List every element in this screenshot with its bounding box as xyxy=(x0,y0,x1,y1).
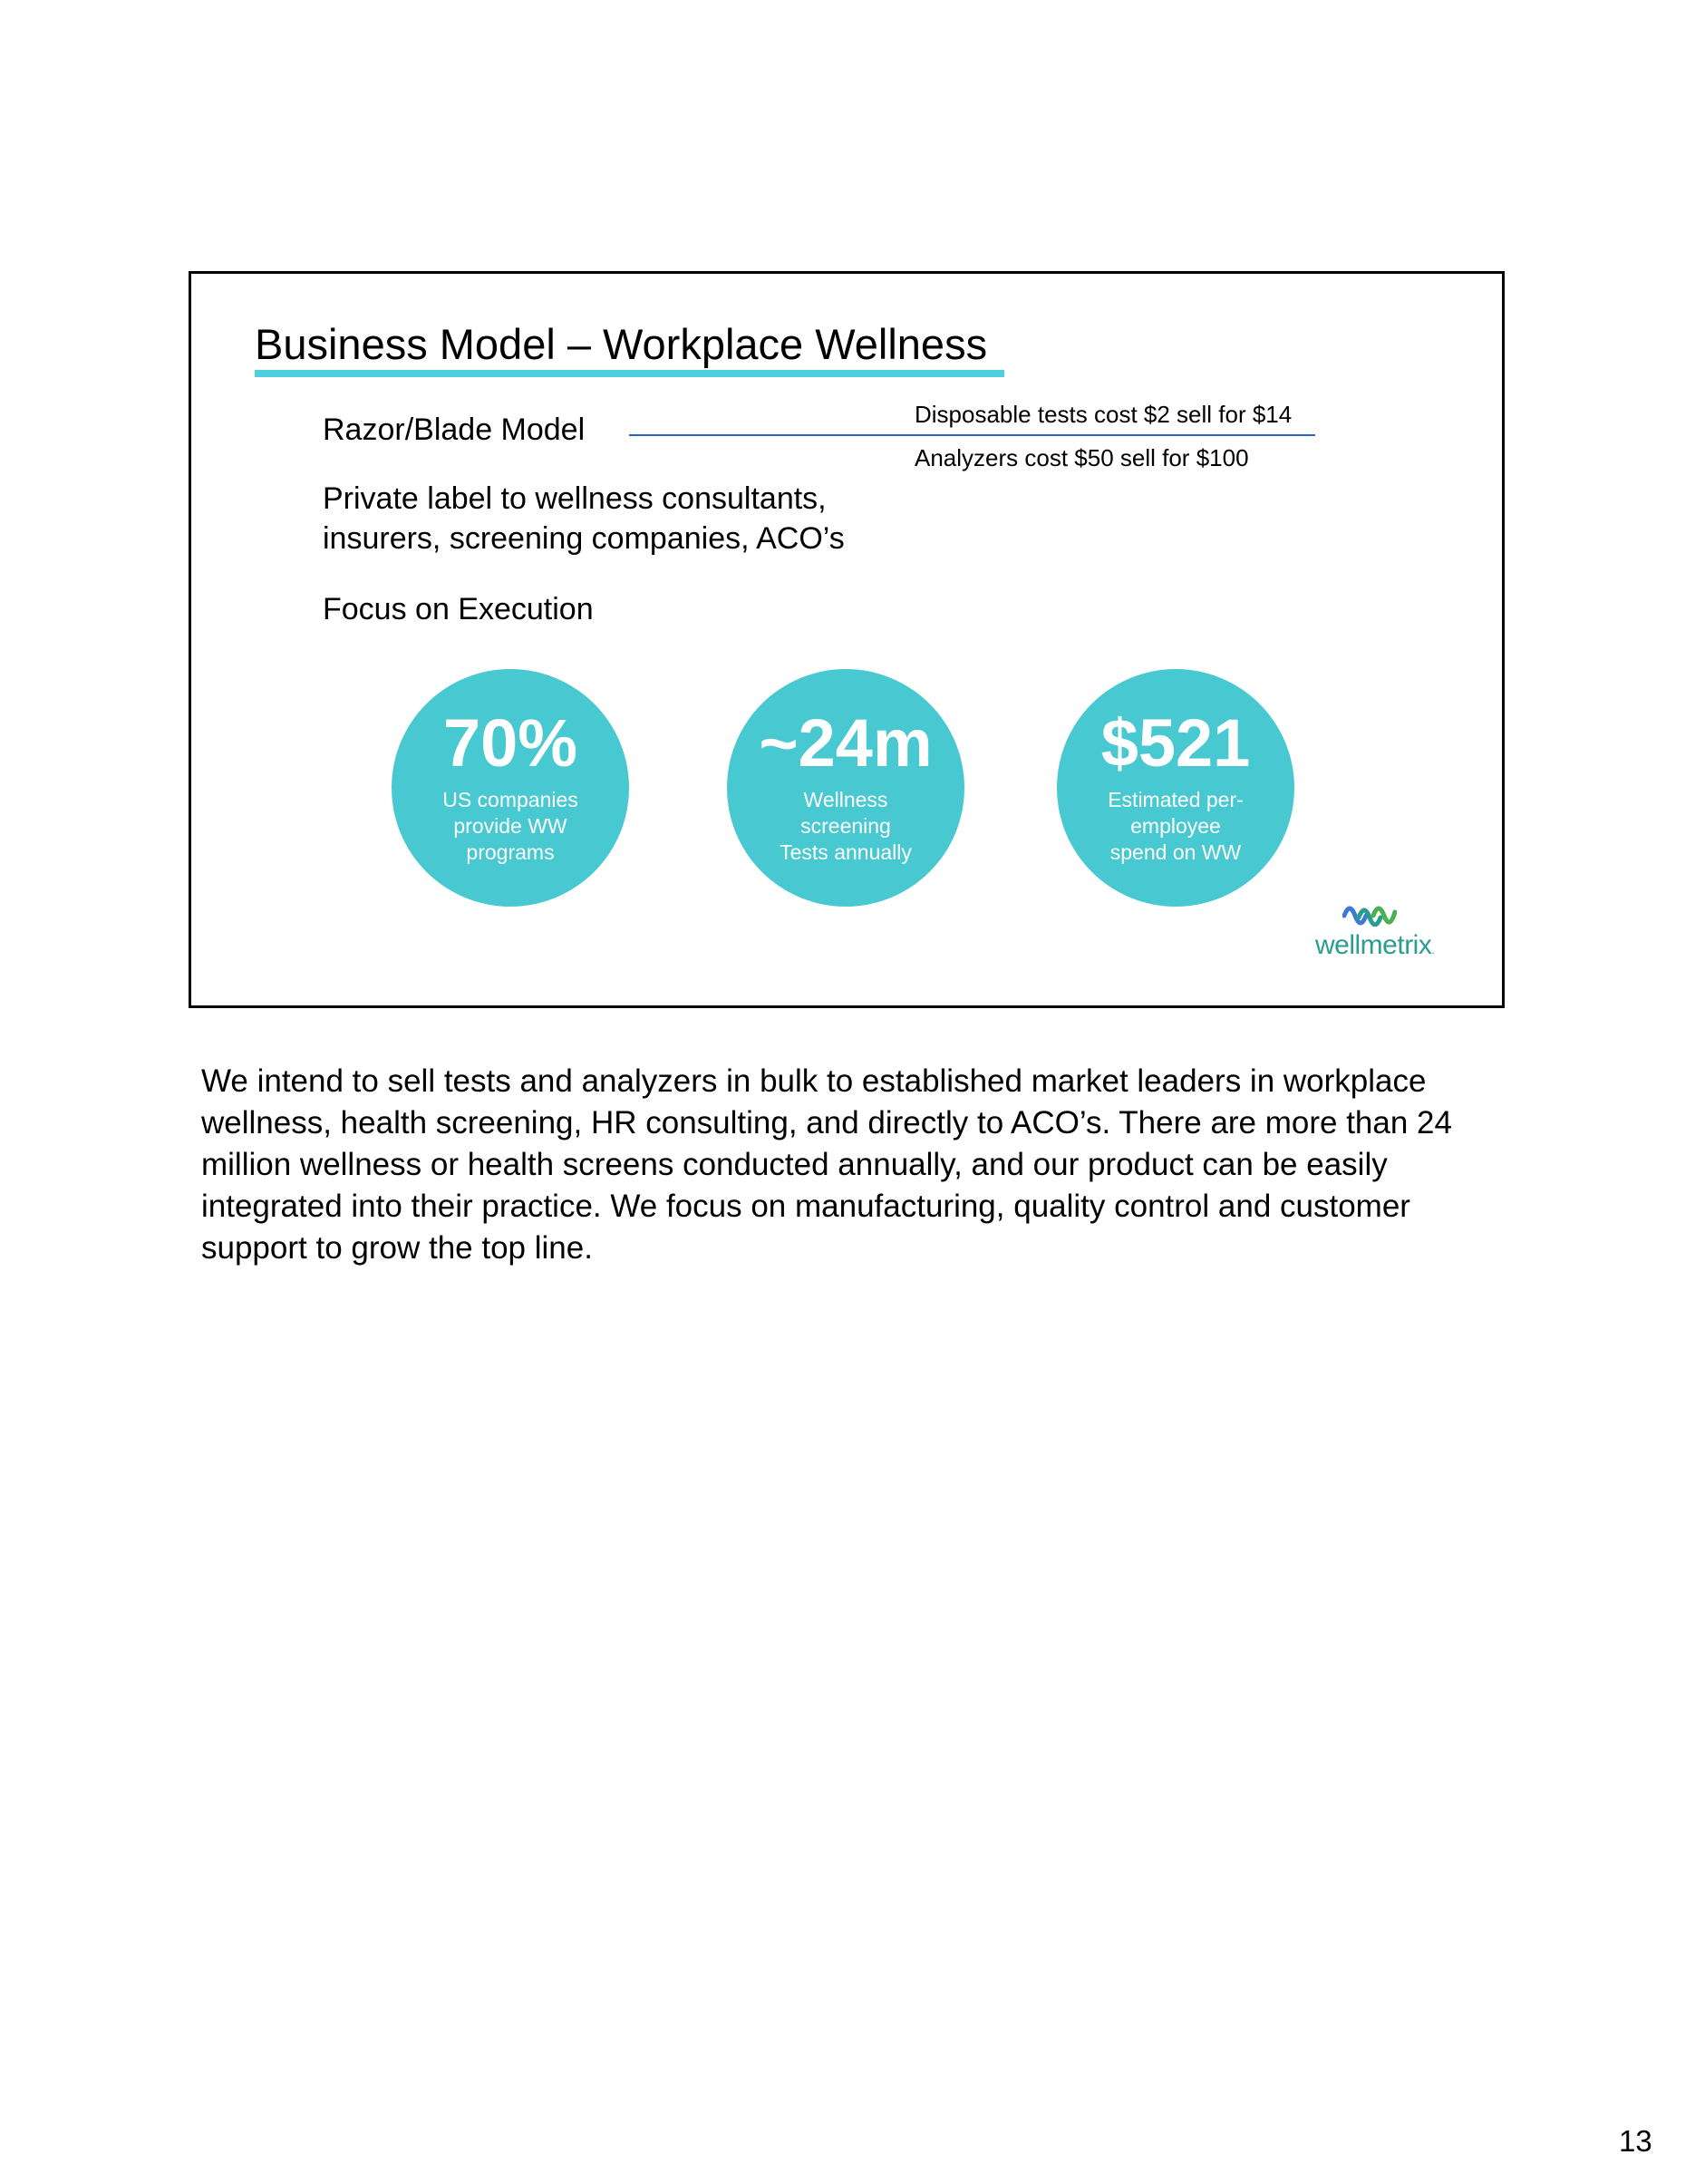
stat-caption-line: provide WW xyxy=(453,814,567,838)
logo-wordmark: wellmetrix. xyxy=(1315,930,1435,960)
slide-title: Business Model – Workplace Wellness xyxy=(255,320,988,368)
bullet-razor-blade: Razor/Blade Model xyxy=(323,413,586,447)
stat-caption-line: employee xyxy=(1130,814,1221,838)
stat-caption-line: spend on WW xyxy=(1109,840,1242,864)
body-paragraph: We intend to sell tests and analyzers in bulk to established market leaders in workplace wellness, health screening, HR consulting, and directly to ACO’s. There are more than 24 million wellness or health screens conducted annually, and our product can be easily integrated into their practice. We focus on manufacturing, quality control and customer support to grow the top line. xyxy=(201,1063,1452,1266)
bullet-focus-execution: Focus on Execution xyxy=(323,592,594,626)
stat-caption-line: programs xyxy=(466,840,555,864)
connector-line xyxy=(629,434,1315,436)
bullet-private-line-1: Private label to wellness consultants, xyxy=(323,481,827,516)
slide-frame xyxy=(189,271,1505,1008)
stat-caption xyxy=(763,787,928,866)
stat-circle-companies xyxy=(392,669,629,907)
stat-caption-line: Tests annually xyxy=(780,840,912,864)
stat-caption-line: US companies xyxy=(442,788,578,811)
stat-circle-spend xyxy=(1057,669,1294,907)
note-analyzers-cost: Analyzers cost $50 sell for $100 xyxy=(915,444,1249,471)
stat-caption xyxy=(1093,787,1258,866)
stat-value: $521 xyxy=(1100,705,1251,781)
title-underline xyxy=(255,370,1004,377)
wave-logo-icon xyxy=(1342,899,1397,927)
stat-caption-line: Wellness screening xyxy=(800,788,891,838)
bullet-private-label xyxy=(323,479,845,558)
stat-circle-screenings xyxy=(727,669,964,907)
page-number: 13 xyxy=(1619,2124,1652,2158)
note-tests-cost: Disposable tests cost $2 sell for $14 xyxy=(915,401,1293,428)
wellmetrix-logo xyxy=(1315,899,1435,972)
bullet-private-line-2: insurers, screening companies, ACO’s xyxy=(323,521,845,556)
logo-wordmark-text: wellmetrix xyxy=(1315,930,1432,960)
stat-caption-line: Estimated per- xyxy=(1108,788,1244,811)
stat-value: 70% xyxy=(442,705,578,781)
stat-caption xyxy=(428,787,593,866)
stat-value: ~24m xyxy=(759,705,933,781)
